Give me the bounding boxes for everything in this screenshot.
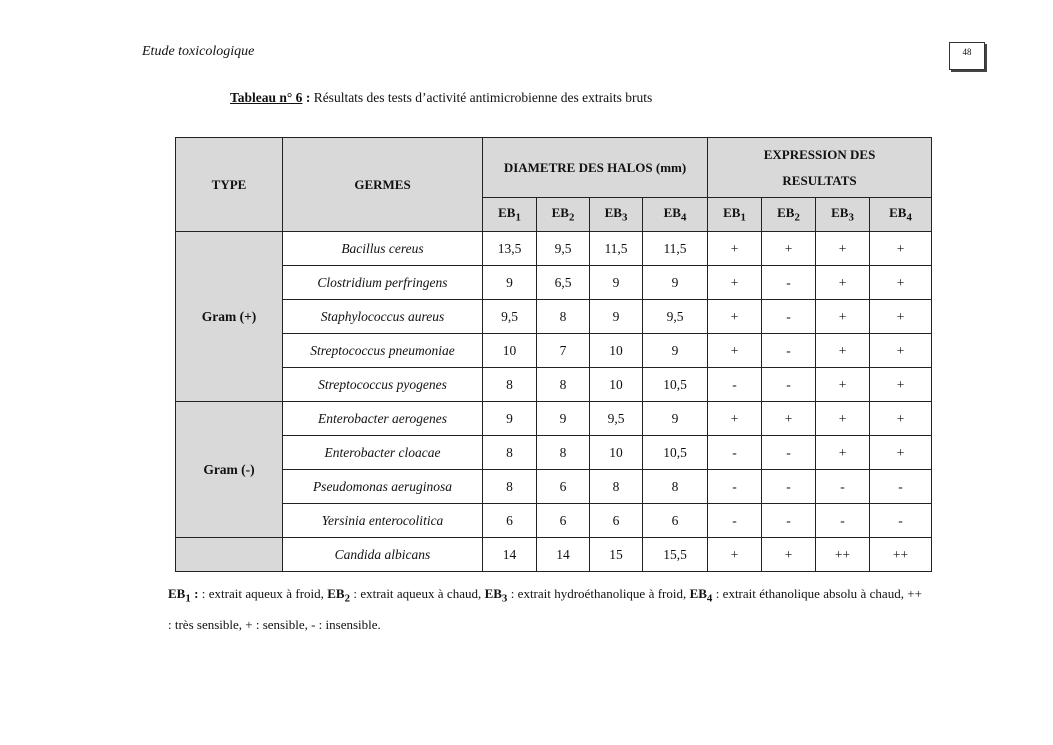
result-expression-cell: + (708, 232, 762, 266)
result-expression-cell: - (816, 504, 870, 538)
result-expression-cell: + (762, 402, 816, 436)
legend (168, 581, 922, 638)
halo-diameter-cell: 14 (483, 538, 537, 572)
table-row (176, 504, 932, 538)
halo-diameter-cell: 10 (590, 436, 643, 470)
result-expression-cell: - (870, 504, 932, 538)
result-expression-cell: - (762, 368, 816, 402)
running-title: Etude toxicologique (142, 44, 255, 59)
table-body (176, 232, 932, 572)
result-expression-cell: - (708, 470, 762, 504)
caption-label: Tableau n° 6 (230, 90, 303, 105)
expression-eb-header: $EB_1$ (708, 198, 762, 232)
halo-diameter-cell: 11,5 (643, 232, 708, 266)
legend-eb2-label: $EB_2$ (327, 586, 351, 605)
expression-eb-header: $EB_2$ (762, 198, 816, 232)
result-expression-cell: - (762, 300, 816, 334)
result-expression-cell: - (762, 334, 816, 368)
halo-diameter-cell: 13,5 (483, 232, 537, 266)
header-expression-line2: RESULTATS (782, 172, 857, 188)
result-expression-cell: + (762, 538, 816, 572)
page-number: 48 (949, 42, 985, 70)
result-expression-cell: + (870, 300, 932, 334)
type-group-cell: Gram (+) (176, 232, 283, 402)
table-row (176, 436, 932, 470)
halo-diameter-cell: 9,5 (590, 402, 643, 436)
halo-diameter-cell: 8 (537, 368, 590, 402)
result-expression-cell: - (762, 266, 816, 300)
germ-name: Streptococcus pneumoniae (283, 334, 483, 368)
halo-diameter-cell: 10 (590, 334, 643, 368)
result-expression-cell: + (708, 300, 762, 334)
type-group-cell: Gram (-) (176, 402, 283, 538)
result-expression-cell: + (816, 334, 870, 368)
germ-name: Enterobacter aerogenes (283, 402, 483, 436)
halo-diameter-cell: 8 (483, 470, 537, 504)
result-expression-cell: + (708, 266, 762, 300)
result-expression-cell: + (870, 334, 932, 368)
diameter-eb-header: $EB_2$ (537, 198, 590, 232)
germ-name: Yersinia enterocolitica (283, 504, 483, 538)
legend-eb3-text: : extrait hydroéthanolique à froid, (507, 586, 690, 601)
germ-name: Candida albicans (283, 538, 483, 572)
halo-diameter-cell: 8 (483, 368, 537, 402)
halo-diameter-cell: 11,5 (590, 232, 643, 266)
halo-diameter-cell: 9,5 (643, 300, 708, 334)
table-row (176, 538, 932, 572)
halo-diameter-cell: 6 (643, 504, 708, 538)
table-row (176, 334, 932, 368)
result-expression-cell: + (870, 232, 932, 266)
diameter-eb-header: $EB_4$ (643, 198, 708, 232)
result-expression-cell: - (762, 504, 816, 538)
caption-colon: : (305, 90, 311, 105)
halo-diameter-cell: 8 (537, 436, 590, 470)
halo-diameter-cell: 7 (537, 334, 590, 368)
result-expression-cell: - (708, 504, 762, 538)
halo-diameter-cell: 9 (643, 334, 708, 368)
result-expression-cell: + (816, 300, 870, 334)
result-expression-cell: + (708, 402, 762, 436)
result-expression-cell: + (816, 232, 870, 266)
halo-diameter-cell: 14 (537, 538, 590, 572)
germ-name: Bacillus cereus (283, 232, 483, 266)
result-expression-cell: + (870, 266, 932, 300)
result-expression-cell: + (816, 266, 870, 300)
halo-diameter-cell: 9 (483, 402, 537, 436)
halo-diameter-cell: 15,5 (643, 538, 708, 572)
result-expression-cell: - (816, 470, 870, 504)
result-expression-cell: + (870, 368, 932, 402)
halo-diameter-cell: 6 (537, 470, 590, 504)
result-expression-cell: + (816, 436, 870, 470)
halo-diameter-cell: 9 (590, 266, 643, 300)
halo-diameter-cell: 8 (483, 436, 537, 470)
result-expression-cell: + (870, 402, 932, 436)
halo-diameter-cell: 9 (483, 266, 537, 300)
result-expression-cell: + (708, 334, 762, 368)
germ-name: Staphylococcus aureus (283, 300, 483, 334)
halo-diameter-cell: 10 (590, 368, 643, 402)
halo-diameter-cell: 10,5 (643, 436, 708, 470)
diameter-eb-header: $EB_3$ (590, 198, 643, 232)
table-row (176, 300, 932, 334)
legend-eb1-label: $EB_1$ : (168, 586, 199, 605)
halo-diameter-cell: 8 (643, 470, 708, 504)
result-expression-cell: ++ (816, 538, 870, 572)
legend-eb4-label: $EB_4$ (689, 586, 713, 605)
result-expression-cell: + (816, 402, 870, 436)
halo-diameter-cell: 9 (643, 266, 708, 300)
caption-text: Résultats des tests d’activité antimicrobienne des extraits bruts (313, 90, 653, 105)
legend-eb3-label: $EB_3$ (484, 586, 508, 605)
diameter-eb-header: $EB_1$ (483, 198, 537, 232)
header-expression-line1: EXPRESSION DES (763, 146, 876, 162)
result-expression-cell: - (708, 436, 762, 470)
halo-diameter-cell: 9 (590, 300, 643, 334)
expression-eb-header: $EB_4$ (870, 198, 932, 232)
table-row (176, 232, 932, 266)
table-caption (230, 90, 652, 106)
halo-diameter-cell: 15 (590, 538, 643, 572)
legend-eb1-text: : extrait aqueux à froid, (198, 586, 328, 601)
germ-name: Pseudomonas aeruginosa (283, 470, 483, 504)
result-expression-cell: - (762, 470, 816, 504)
result-expression-cell: + (708, 538, 762, 572)
result-expression-cell: - (708, 368, 762, 402)
halo-diameter-cell: 8 (590, 470, 643, 504)
halo-diameter-cell: 9,5 (483, 300, 537, 334)
result-expression-cell: + (816, 368, 870, 402)
halo-diameter-cell: 9 (643, 402, 708, 436)
germ-name: Streptococcus pyogenes (283, 368, 483, 402)
halo-diameter-cell: 6,5 (537, 266, 590, 300)
header-germs: GERMES (283, 138, 483, 232)
table-row (176, 470, 932, 504)
halo-diameter-cell: 6 (537, 504, 590, 538)
halo-diameter-cell: 6 (590, 504, 643, 538)
halo-diameter-cell: 6 (483, 504, 537, 538)
header-type: TYPE (176, 138, 283, 232)
halo-diameter-cell: 9,5 (537, 232, 590, 266)
table-row (176, 266, 932, 300)
halo-diameter-cell: 8 (537, 300, 590, 334)
result-expression-cell: - (762, 436, 816, 470)
result-expression-cell: - (870, 470, 932, 504)
type-group-cell (176, 538, 283, 572)
result-expression-cell: + (870, 436, 932, 470)
table-row (176, 402, 932, 436)
result-expression-cell: + (762, 232, 816, 266)
legend-eb4-text: : extrait éthanolique absolu à chaud, ++ : très sensible, + : sensible, - : insensible. (168, 586, 922, 632)
halo-diameter-cell: 10 (483, 334, 537, 368)
expression-eb-header: $EB_3$ (816, 198, 870, 232)
table-row (176, 368, 932, 402)
result-expression-cell: ++ (870, 538, 932, 572)
header-expression (708, 138, 932, 198)
legend-eb2-text: : extrait aqueux à chaud, (350, 586, 485, 601)
germ-name: Enterobacter cloacae (283, 436, 483, 470)
header-diameter: DIAMETRE DES HALOS (mm) (483, 138, 708, 198)
halo-diameter-cell: 10,5 (643, 368, 708, 402)
germ-name: Clostridium perfringens (283, 266, 483, 300)
halo-diameter-cell: 9 (537, 402, 590, 436)
results-table (175, 137, 932, 572)
